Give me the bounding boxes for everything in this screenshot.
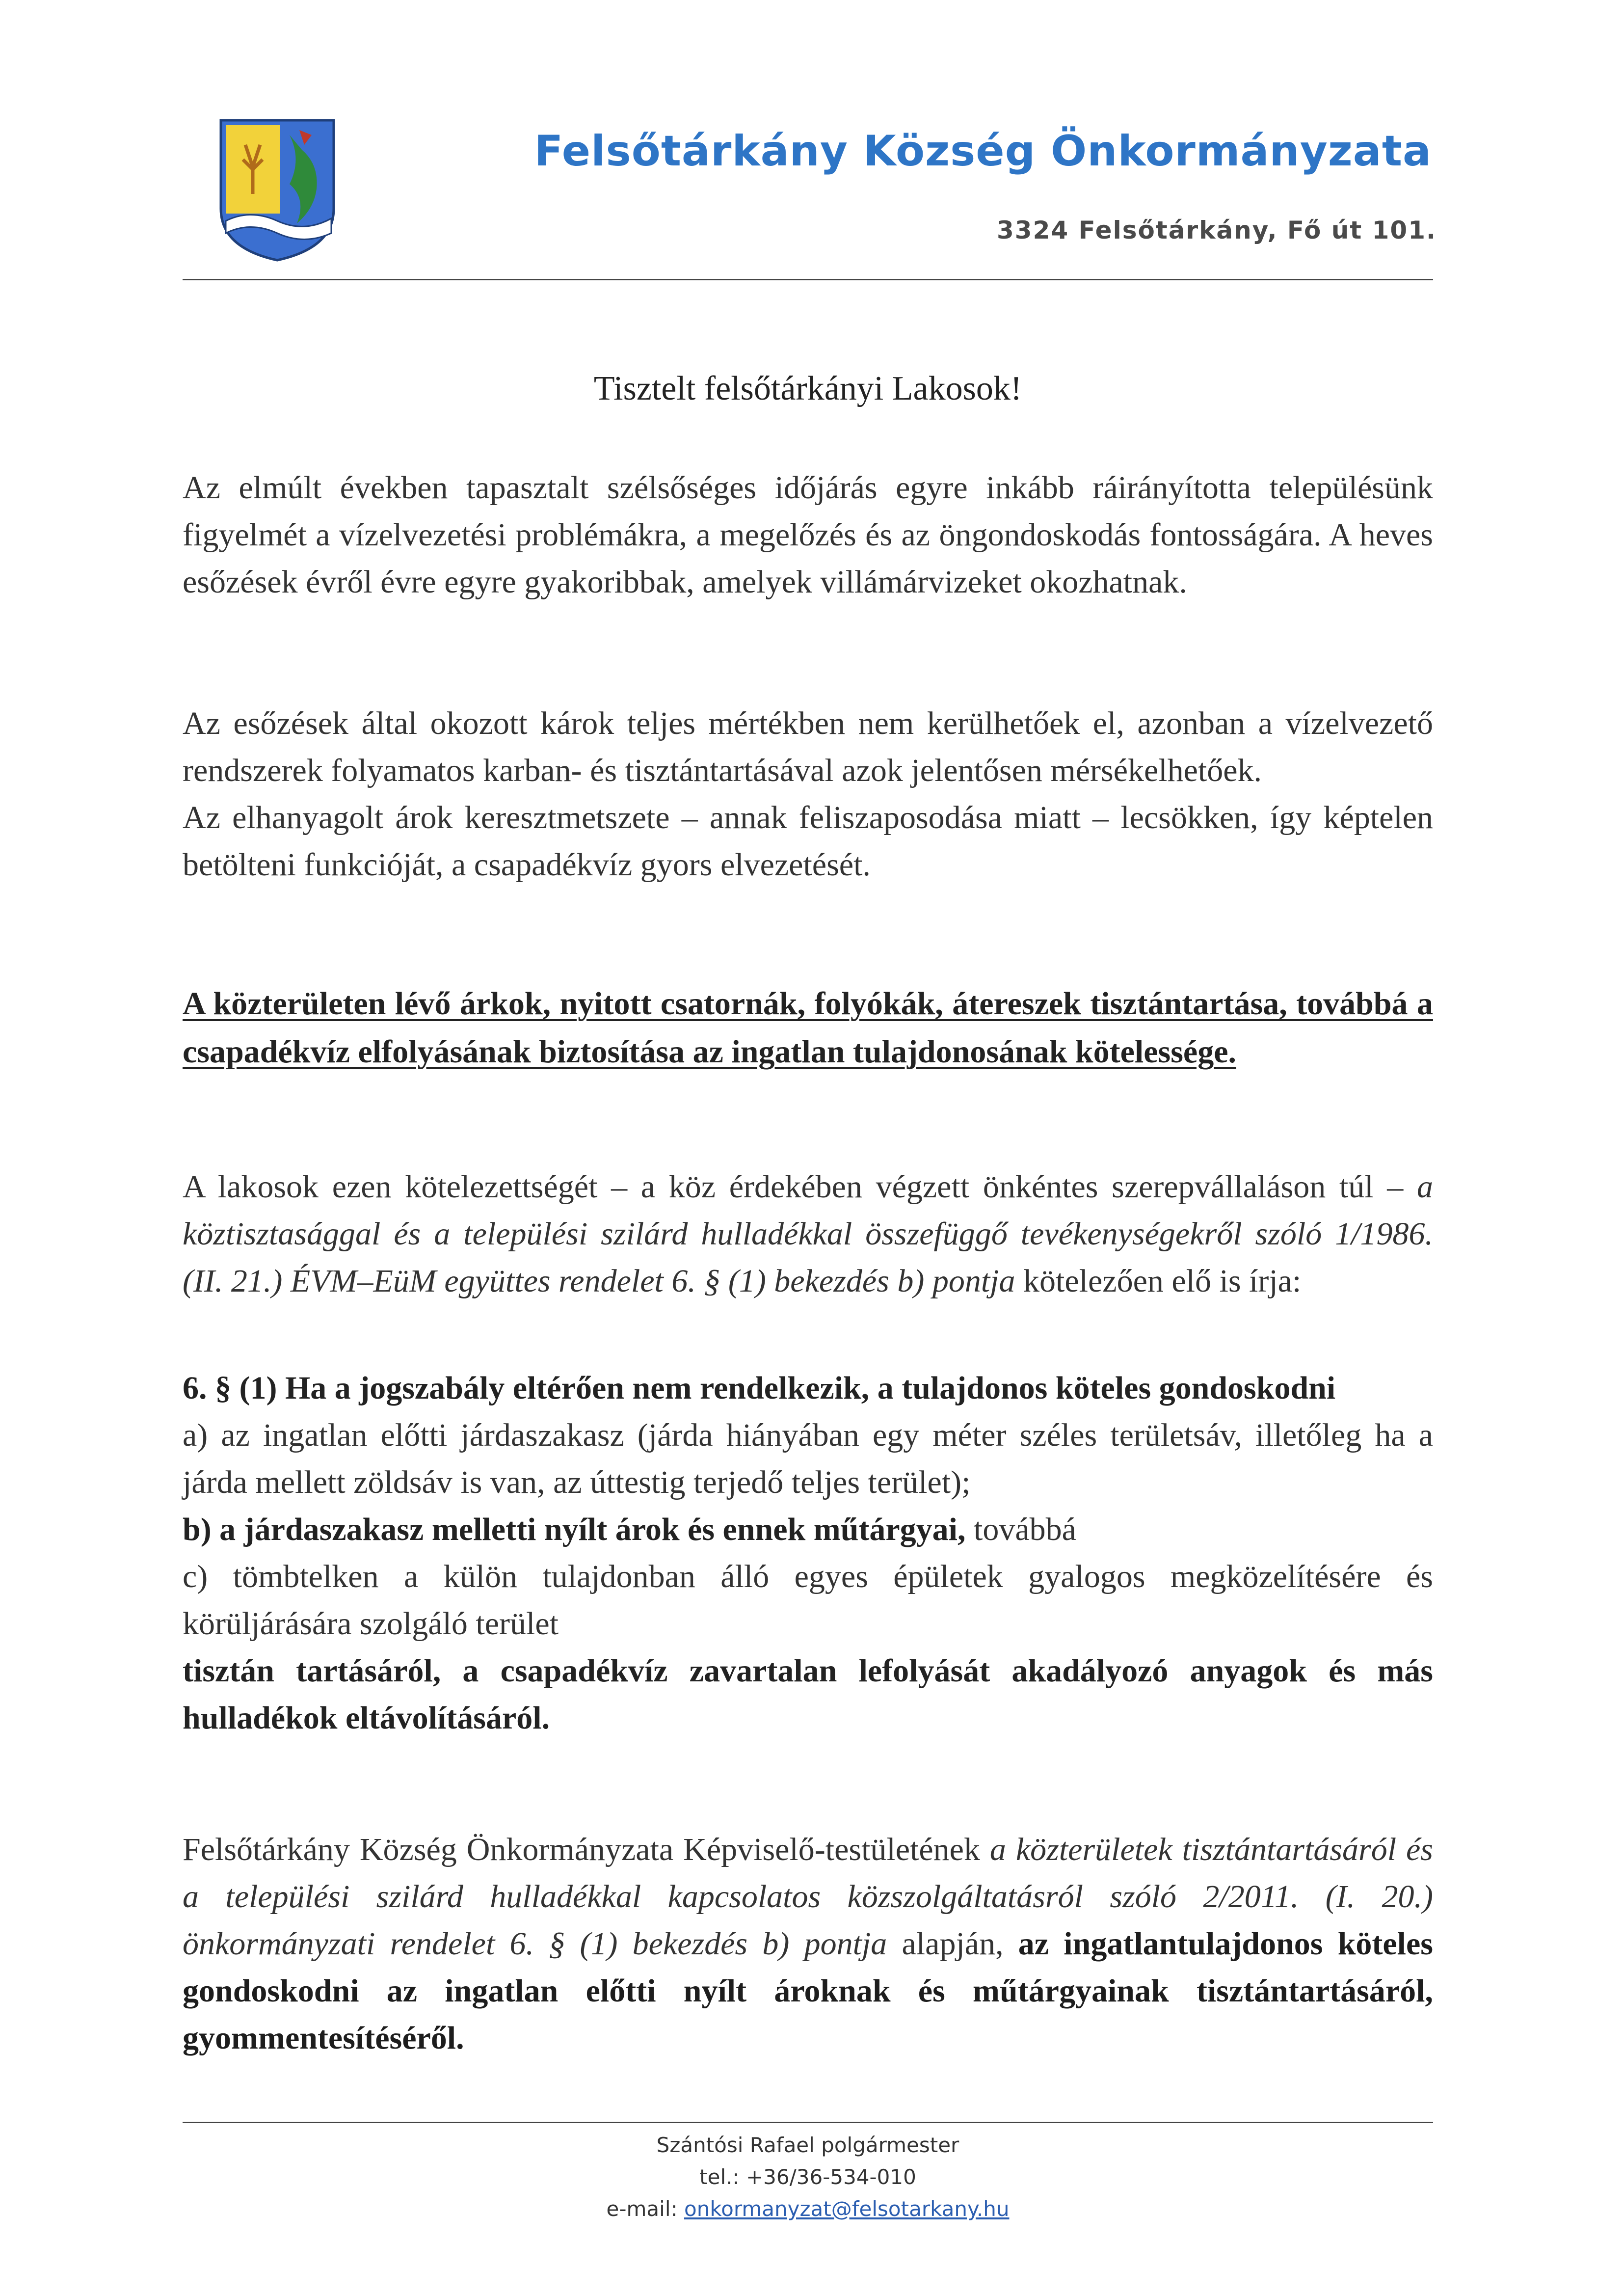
regulation-reference: a köztisztasággal és a települési szilárd hulladékkal összefüggő tevékenységekről szóló 1/1986. (II. 21.) ÉVM–EüM együttes rendelet 6. § (1) bekezdés b) pontja	[183, 1169, 1433, 1299]
regulation-end-text: kötelezően elő is írja:	[1015, 1263, 1302, 1299]
ordinance-intro-text: Felsőtárkány Község Önkormányzata Képviselő-testületének	[183, 1832, 990, 1867]
regulation-quote	[183, 1365, 1433, 1742]
paragraph-intro: Az elmúlt években tapasztalt szélsőséges időjárás egyre inkább ráirányította településünk figyelmét a vízelvezetési problémákra, a megelőzés és az öngondoskodás fontosságára. A heves esőzések évről évre egyre gyakoribbak, amelyek villámárvizeket okozhatnak.	[183, 470, 1433, 600]
paragraph-ditch-text: Az elhanyagolt árok keresztmetszete – annak feliszaposodása miatt – lecsökken, így képtelen betölteni funkcióját, a csapadékvíz gyors elvezetését.	[183, 800, 1433, 883]
footer-email-line	[183, 2197, 1433, 2221]
ordinance-mid-text: alapján,	[887, 1926, 1018, 1962]
organization-address: 3324 Felsőtárkány, Fő út 101.	[996, 216, 1437, 244]
regulation-item-b	[183, 1506, 1433, 1553]
regulation-item-b-rest: továbbá	[965, 1512, 1076, 1547]
regulation-item-b-bold: b) a járdaszakasz melletti nyílt árok és ennek műtárgyai,	[183, 1512, 966, 1547]
paragraph-regulation-1986	[183, 1163, 1433, 1305]
regulation-quote-closing: tisztán tartásáról, a csapadékvíz zavartalan lefolyását akadályozó anyagok és más hulladékok eltávolításáról.	[183, 1653, 1433, 1736]
regulation-item-a: a) az ingatlan előtti járdaszakasz (járda hiányában egy méter széles területsáv, illetőleg ha a járda mellett zöldsáv is van, az úttestig terjedő teljes terület);	[183, 1417, 1433, 1500]
footer-email-label: e-mail:	[606, 2197, 684, 2221]
paragraph-damage	[183, 700, 1433, 889]
footer-phone: tel.: +36/36-534-010	[699, 2165, 916, 2189]
footer-email-link[interactable]: onkormanyzat@felsotarkany.hu	[684, 2197, 1010, 2221]
ordinance-obligation: az ingatlantulajdonos köteles gondoskodni az ingatlan előtti nyílt ároknak és műtárgyainak tisztántartásáról, gyommentesítéséről.	[183, 1926, 1433, 2056]
organization-title: Felsőtárkány Község Önkormányzata	[534, 127, 1432, 176]
footer-divider	[183, 2122, 1433, 2123]
paragraph-local-ordinance	[183, 1826, 1433, 2062]
greeting: Tisztelt felsőtárkányi Lakosok!	[593, 370, 1022, 407]
header-divider	[183, 279, 1433, 280]
regulation-item-c: c) tömbtelken a külön tulajdonban álló egyes épületek gyalogos megközelítésére és körüljárására szolgáló terület	[183, 1559, 1433, 1642]
paragraph-damage-text: Az esőzések által okozott károk teljes mértékben nem kerülhetőek el, azonban a vízelvezető rendszerek folyamatos karban- és tisztántartásával azok jelentősen mérsékelhetőek.	[183, 705, 1433, 788]
ordinance-reference: a közterületek tisztántartásáról és a települési szilárd hulladékkal kapcsolatos közszolgáltatásról szóló 2/2011. (I. 20.) önkormányzati rendelet 6. § (1) bekezdés b) pontja	[183, 1832, 1433, 1962]
regulation-quote-heading: 6. § (1) Ha a jogszabály eltérően nem rendelkezik, a tulajdonos köteles gondoskodni	[183, 1370, 1336, 1406]
footer-signer: Szántósi Rafael polgármester	[656, 2133, 959, 2157]
paragraph-obligation-emphasis: A közterületen lévő árkok, nyitott csatornák, folyókák, átereszek tisztántartása, továbbá a csapadékvíz elfolyásának biztosítása az ingatlan tulajdonosának kötelessége.	[183, 986, 1433, 1070]
regulation-intro-text: A lakosok ezen kötelezettségét – a köz érdekében végzett önkéntes szerepvállaláson túl –	[183, 1169, 1417, 1205]
